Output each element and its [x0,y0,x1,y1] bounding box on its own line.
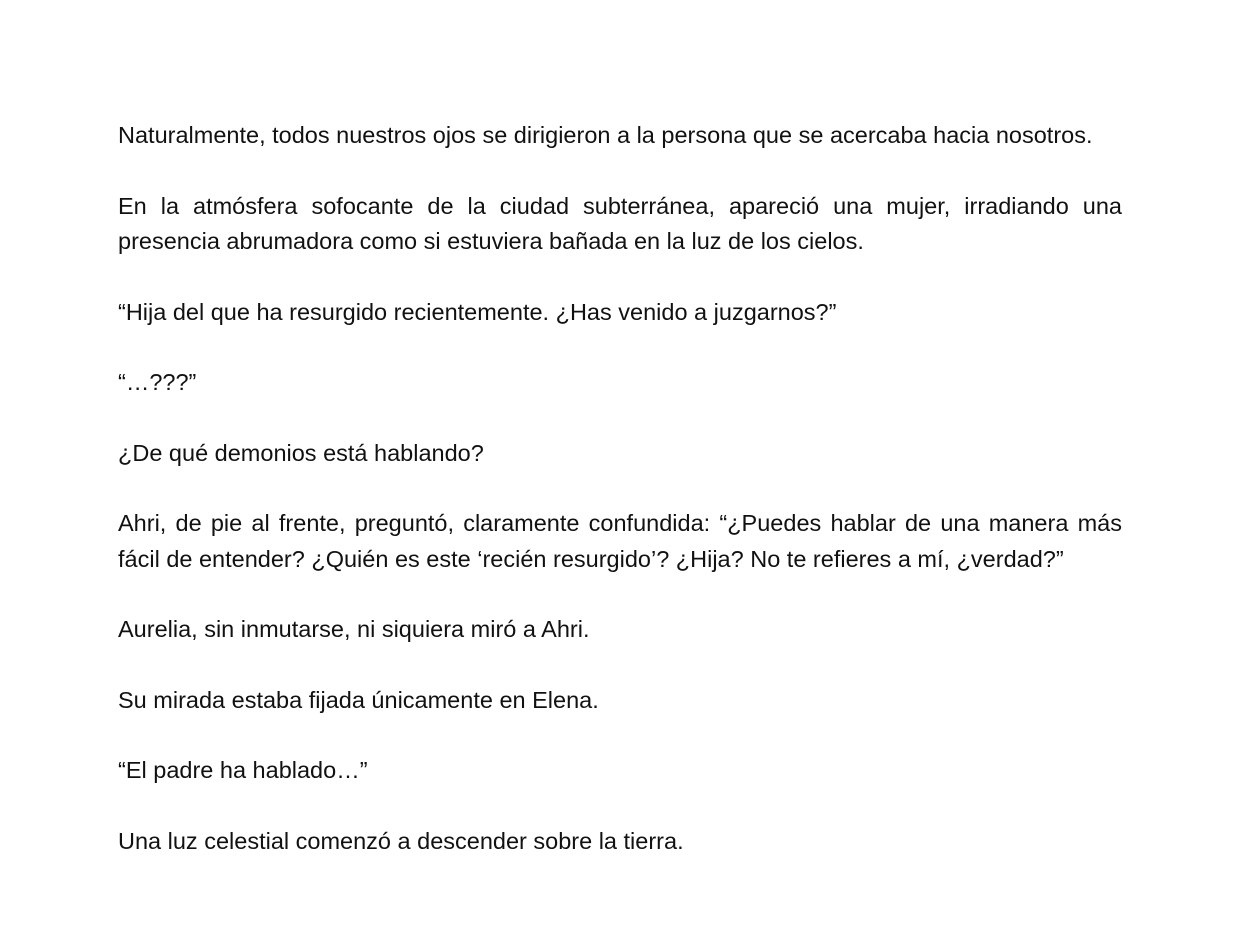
paragraph: ¿De qué demonios está hablando? [118,439,484,466]
document-body [118,118,1122,859]
paragraph: Naturalmente, todos nuestros ojos se dirigieron a la persona que se acercaba hacia nosotros. [118,122,1093,148]
paragraph: Ahri, de pie al frente, preguntó, claramente confundida: “¿Puedes hablar de una manera más fácil de entender? ¿Quién es este ‘recién resurgido’? ¿Hija? No te refieres a mí, ¿verdad?” [118,510,1122,572]
paragraph: Aurelia, sin inmutarse, ni siquiera miró a Ahri. [118,616,590,642]
paragraph: “…???” [118,369,197,395]
paragraph: Una luz celestial comenzó a descender sobre la tierra. [118,827,684,854]
paragraph: En la atmósfera sofocante de la ciudad subterránea, apareció una mujer, irradiando una presencia abrumadora como si estuviera bañada en la luz de los cielos. [118,192,1122,254]
paragraph: Su mirada estaba fijada únicamente en Elena. [118,686,599,713]
paragraph: “Hija del que ha resurgido recientemente. ¿Has venido a juzgarnos?” [118,298,837,325]
paragraph: “El padre ha hablado…” [118,757,368,783]
